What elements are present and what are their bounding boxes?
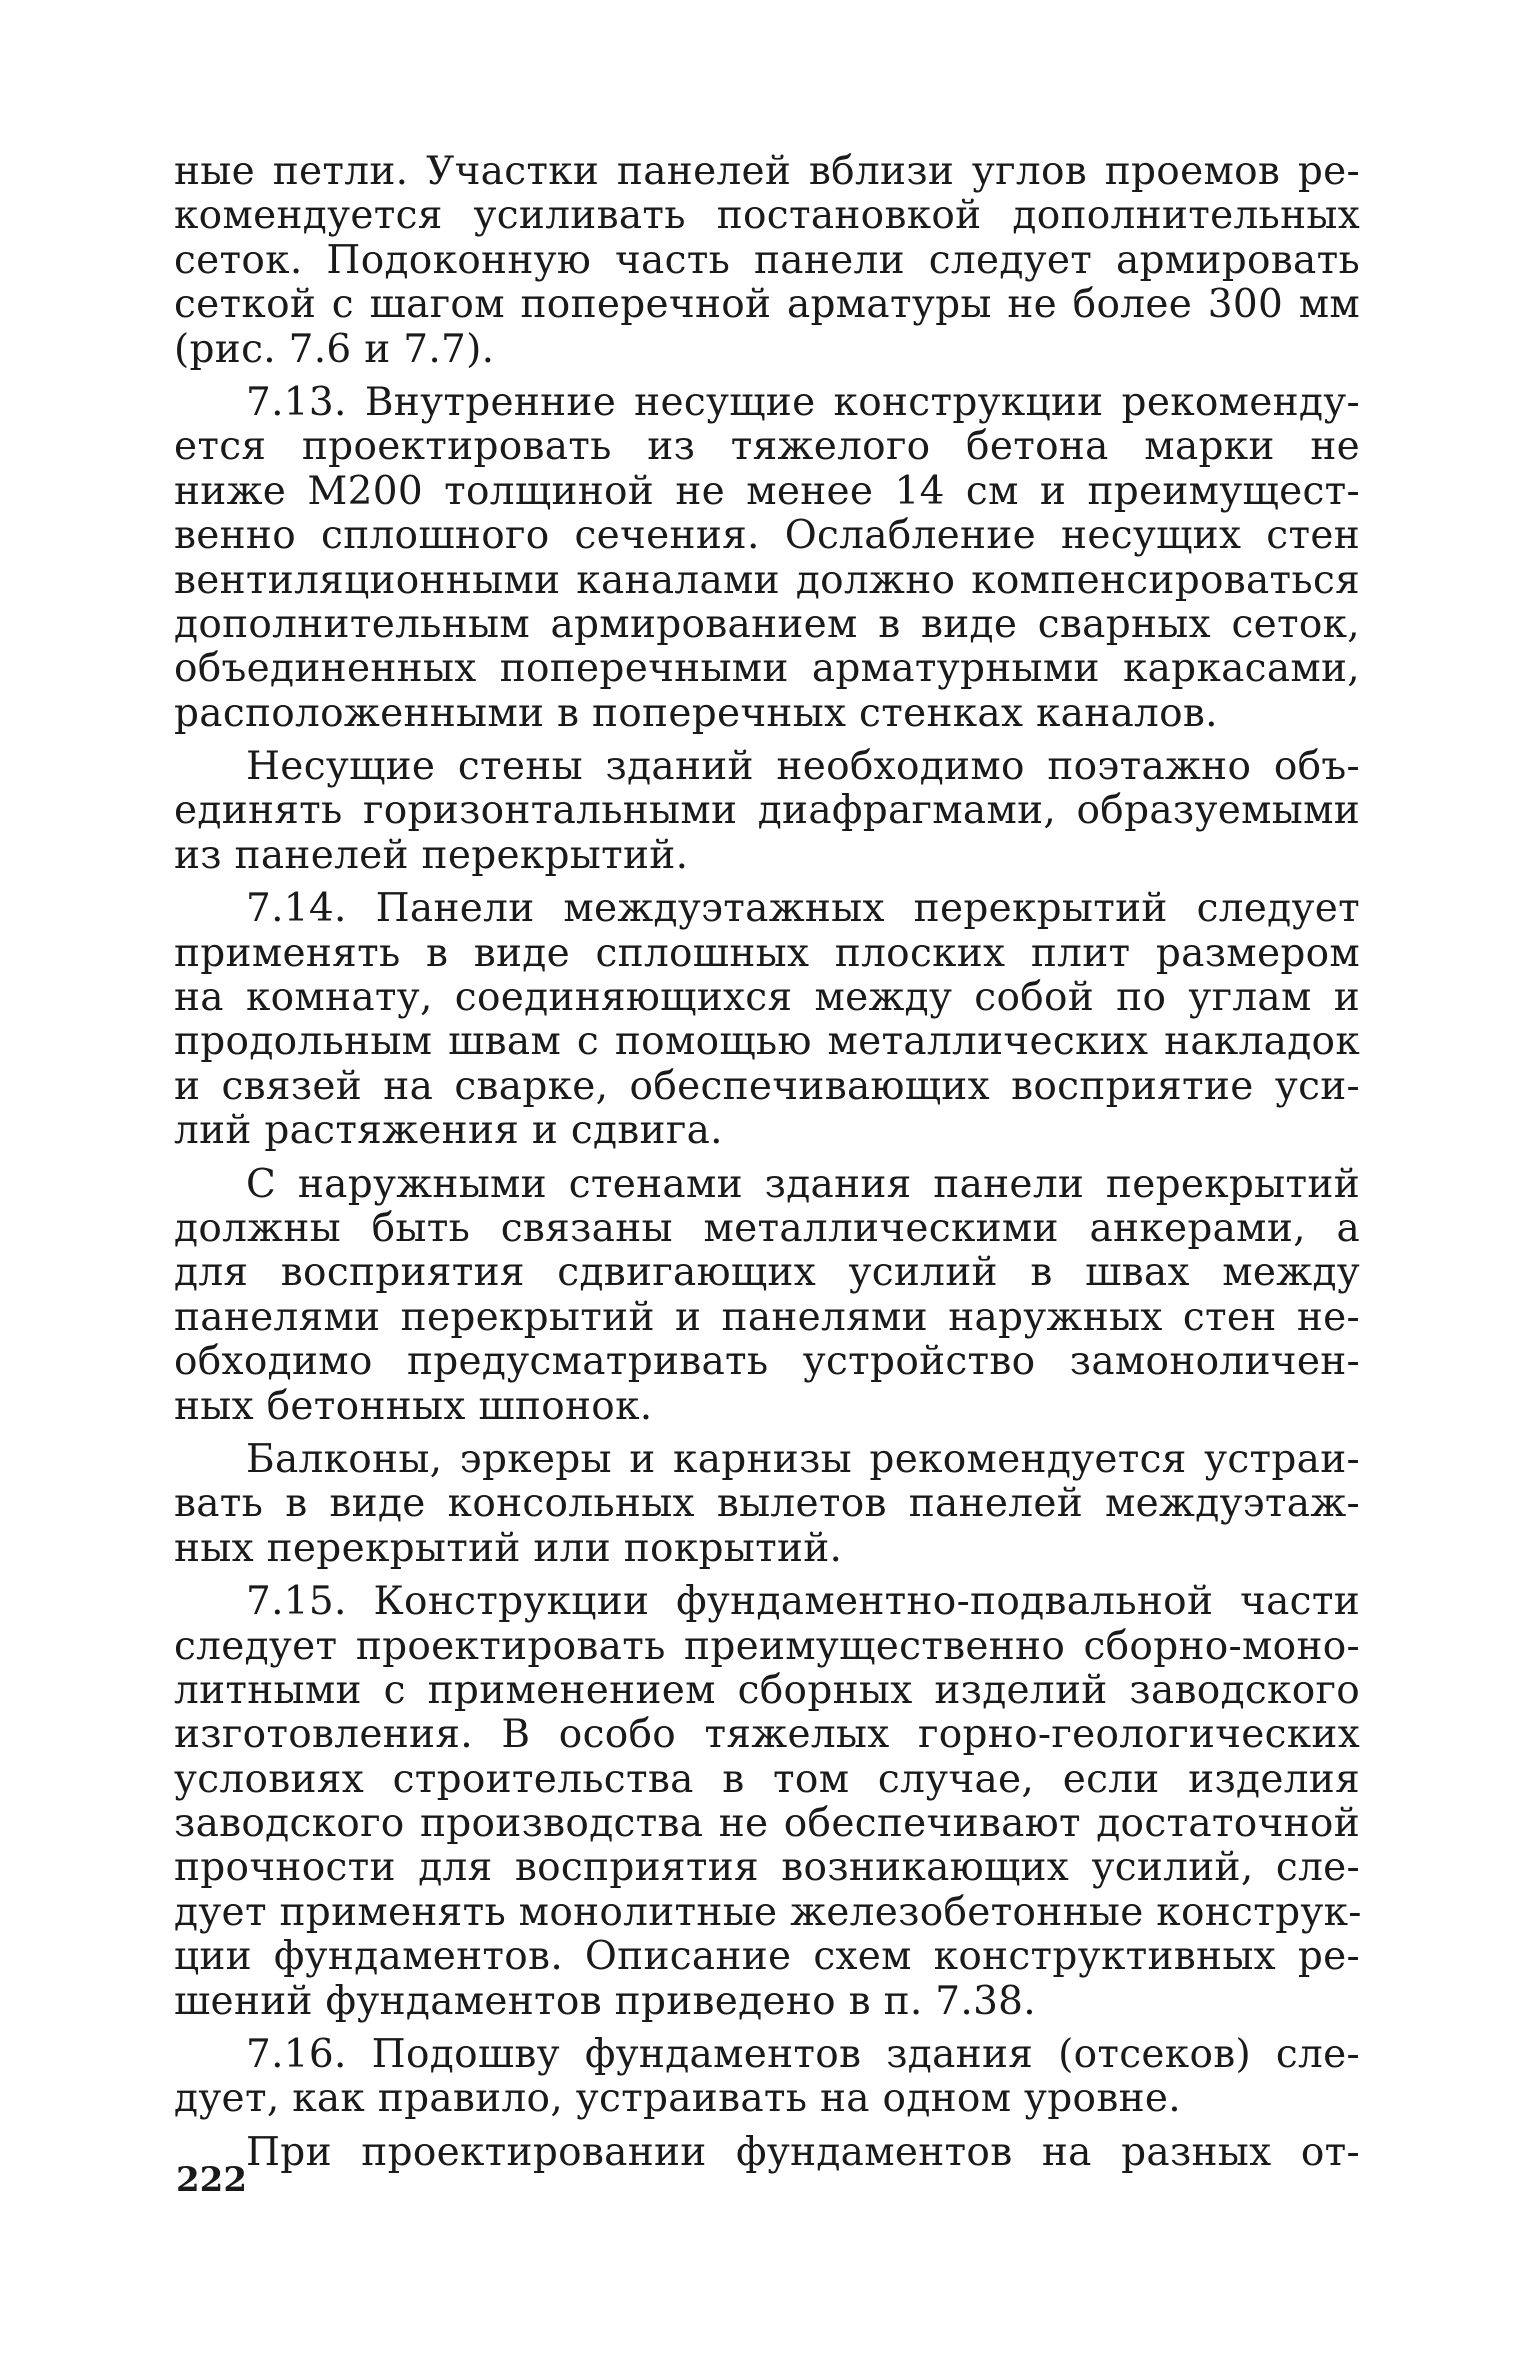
paragraph [174, 1580, 1360, 2024]
text-line: ции фундаментов. Описание схем конструктивных ре- [174, 1934, 1360, 1980]
text-line: ных бетонных шпонок. [174, 1383, 653, 1429]
text-line: и связей на сварке, обеспечивающих восприятие уси- [174, 1063, 1360, 1109]
text-line: заводского производства не обеспечивают достаточной [174, 1801, 1360, 1847]
text-line: вать в виде консольных вылетов панелей междуэтаж- [174, 1481, 1360, 1527]
text-line: дополнительным армированием в виде сварных сеток, [174, 601, 1360, 647]
text-line: 7.16. Подошву фундаментов здания (отсеков) сле- [246, 2032, 1360, 2078]
text-line: прочности для восприятия возникающих усилий, сле- [174, 1845, 1360, 1891]
text-line: (рис. 7.6 и 7.7). [174, 326, 495, 372]
paragraph [174, 150, 1360, 372]
text-line: дует, как правило, устраивать на одном уровне. [174, 2076, 1181, 2122]
paragraph [174, 1163, 1360, 1429]
text-line: сеток. Подоконную часть панели следует армировать [174, 237, 1360, 283]
text-line: шений фундаментов приведено в п. 7.38. [174, 1978, 1036, 2024]
text-line: расположенными в поперечных стенках каналов. [174, 690, 1218, 736]
text-line: продольным швам с помощью металлических накладок [174, 1019, 1360, 1065]
text-line: панелями перекрытий и панелями наружных стен не- [174, 1294, 1360, 1340]
text-line: лий растяжения и сдвига. [174, 1108, 723, 1154]
text-line: сеткой с шагом поперечной арматуры не более 300 мм [174, 282, 1360, 328]
text-line: условиях строительства в том случае, если изделия [174, 1756, 1360, 1802]
text-line: из панелей перекрытий. [174, 832, 689, 878]
text-line: С наружными стенами здания панели перекрытий [246, 1161, 1360, 1207]
paragraph [174, 745, 1360, 878]
text-line: 7.13. Внутренние несущие конструкции рекоменду- [246, 379, 1360, 425]
text-line: ниже М200 толщиной не менее 14 см и преимущест- [174, 468, 1360, 514]
text-line: ных перекрытий или покрытий. [174, 1525, 843, 1571]
text-line: обходимо предусматривать устройство замоноличен- [174, 1339, 1360, 1385]
text-line: следует проектировать преимущественно сборно-моно- [174, 1623, 1360, 1669]
page-number: 222 [176, 2160, 247, 2200]
text-line: для восприятия сдвигающих усилий в швах между [174, 1250, 1360, 1296]
paragraph [174, 1438, 1360, 1571]
text-line: применять в виде сплошных плоских плит размером [174, 930, 1360, 976]
paragraph [174, 381, 1360, 736]
text-line: вентиляционными каналами должно компенсироваться [174, 557, 1360, 603]
text-line: При проектировании фундаментов на разных от- [246, 2129, 1360, 2175]
text-line: 7.14. Панели междуэтажных перекрытий следует [246, 886, 1360, 932]
paragraph [174, 2033, 1360, 2122]
text-line: 7.15. Конструкции фундаментно-подвальной части [246, 1579, 1360, 1625]
text-line: на комнату, соединяющихся между собой по углам и [174, 975, 1360, 1021]
text-line: Несущие стены зданий необходимо поэтажно объ- [246, 744, 1360, 790]
paragraph [174, 2131, 1360, 2175]
paragraph [174, 887, 1360, 1153]
text-line: венно сплошного сечения. Ослабление несущих стен [174, 513, 1360, 559]
text-line: Балконы, эркеры и карнизы рекомендуется устраи- [246, 1436, 1360, 1482]
page-body [174, 150, 1360, 2184]
text-line: должны быть связаны металлическими анкерами, а [174, 1205, 1360, 1251]
text-line: дует применять монолитные железобетонные конструк- [174, 1889, 1362, 1935]
text-line: единять горизонтальными диафрагмами, образуемыми [174, 788, 1360, 834]
text-line: ные петли. Участки панелей вблизи углов проемов ре- [174, 149, 1360, 194]
text-line: литными с применением сборных изделий заводского [174, 1667, 1360, 1713]
text-line: изготовления. В особо тяжелых горно-геологических [174, 1712, 1360, 1758]
text-line: объединенных поперечными арматурными каркасами, [174, 646, 1360, 692]
text-line: ется проектировать из тяжелого бетона марки не [174, 424, 1360, 470]
text-line: комендуется усиливать постановкой дополнительных [174, 193, 1360, 239]
